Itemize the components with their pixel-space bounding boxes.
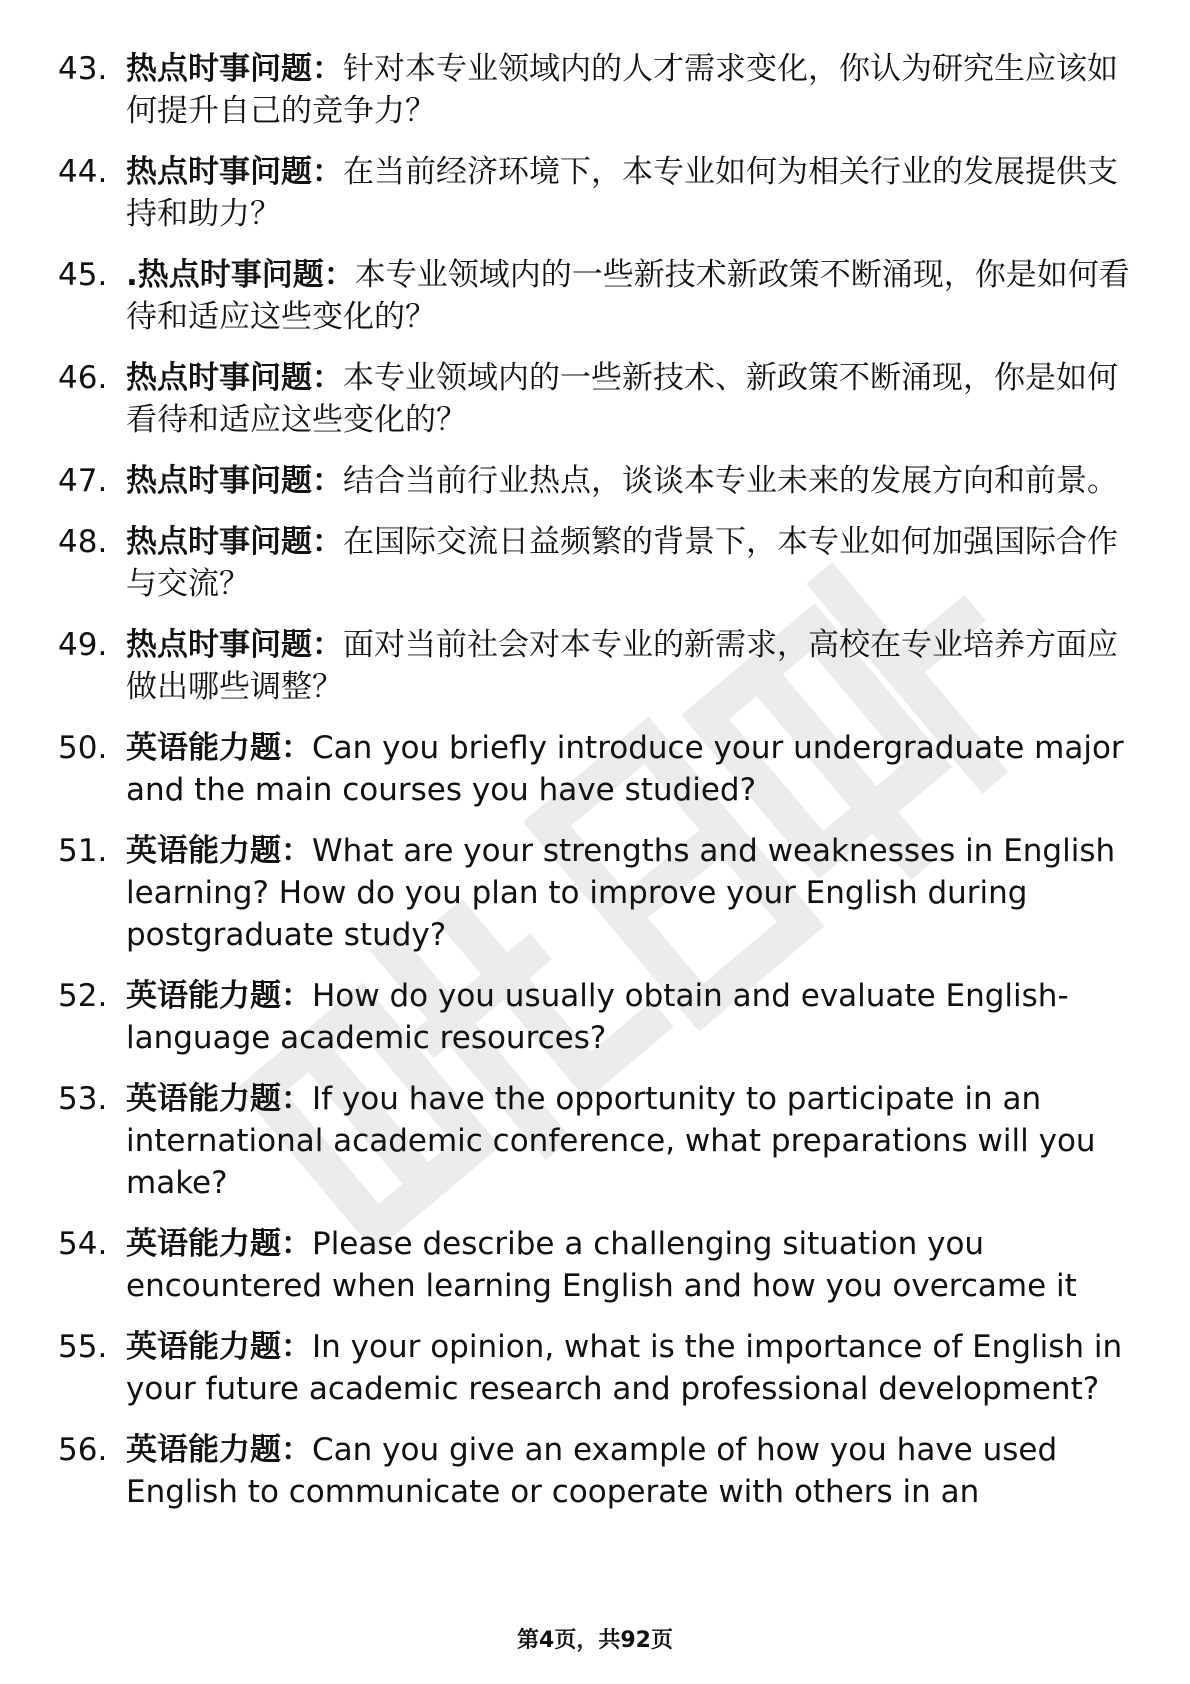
question-item	[58, 1078, 1138, 1204]
question-number: 55.	[58, 1329, 108, 1365]
question-number: 54.	[58, 1226, 108, 1262]
question-number: 47.	[58, 463, 108, 499]
question-text: Can you briefly introduce your undergraduate major and the main courses you have studied?	[126, 730, 1124, 808]
question-body	[126, 357, 1138, 441]
question-item	[58, 357, 1138, 441]
question-text: If you have the opportunity to participate in an international academic conference, what preparations will you make?	[126, 1081, 1096, 1201]
question-category: 英语能力题：	[126, 833, 312, 869]
question-text: 本专业领域内的一些新技术、新政策不断涌现，你是如何看待和适应这些变化的？	[126, 360, 1118, 438]
question-body	[126, 830, 1138, 956]
question-number: 49.	[58, 627, 108, 663]
question-text: 结合当前行业热点，谈谈本专业未来的发展方向和前景。	[343, 463, 1118, 499]
question-category: .热点时事问题：	[126, 257, 355, 293]
question-number: 56.	[58, 1432, 108, 1468]
question-category: 热点时事问题：	[126, 463, 343, 499]
question-item	[58, 48, 1138, 132]
question-body	[126, 727, 1138, 811]
question-text: 针对本专业领域内的人才需求变化，你认为研究生应该如何提升自己的竞争力？	[126, 51, 1118, 129]
question-item	[58, 460, 1138, 502]
question-item	[58, 830, 1138, 956]
question-category: 英语能力题：	[126, 978, 312, 1014]
question-number: 53.	[58, 1081, 108, 1117]
question-number: 45.	[58, 257, 108, 293]
question-category: 英语能力题：	[126, 1226, 312, 1262]
question-number: 44.	[58, 154, 108, 190]
question-item	[58, 624, 1138, 708]
question-text: 在当前经济环境下，本专业如何为相关行业的发展提供支持和助力？	[126, 154, 1118, 232]
question-text: 面对当前社会对本专业的新需求，高校在专业培养方面应做出哪些调整？	[126, 627, 1118, 705]
question-item	[58, 975, 1138, 1059]
question-body	[126, 151, 1138, 235]
question-body	[126, 460, 1138, 502]
question-number: 46.	[58, 360, 108, 396]
question-text: 本专业领域内的一些新技术新政策不断涌现，你是如何看待和适应这些变化的？	[126, 257, 1130, 335]
question-category: 热点时事问题：	[126, 524, 343, 560]
question-category: 英语能力题：	[126, 1081, 312, 1117]
question-item	[58, 1326, 1138, 1410]
question-item	[58, 151, 1138, 235]
question-category: 热点时事问题：	[126, 51, 343, 87]
question-body	[126, 254, 1138, 338]
question-category: 热点时事问题：	[126, 154, 343, 190]
question-body	[126, 624, 1138, 708]
page-number: 第4页，共92页	[517, 1628, 673, 1653]
question-body	[126, 975, 1138, 1059]
question-item	[58, 1223, 1138, 1307]
question-category: 热点时事问题：	[126, 627, 343, 663]
question-number: 51.	[58, 833, 108, 869]
question-category: 英语能力题：	[126, 1432, 312, 1468]
question-text: 在国际交流日益频繁的背景下，本专业如何加强国际合作与交流？	[126, 524, 1118, 602]
question-number: 48.	[58, 524, 108, 560]
question-list	[58, 48, 1138, 1532]
question-body	[126, 48, 1138, 132]
question-category: 英语能力题：	[126, 1329, 312, 1365]
question-number: 50.	[58, 730, 108, 766]
question-item	[58, 521, 1138, 605]
question-body	[126, 1223, 1138, 1307]
question-number: 43.	[58, 51, 108, 87]
question-category: 热点时事问题：	[126, 360, 343, 396]
question-category: 英语能力题：	[126, 730, 312, 766]
question-text: Can you give an example of how you have used English to communicate or cooperate with others in an	[126, 1432, 1058, 1510]
question-text: In your opinion, what is the importance of English in your future academic research and professional development?	[126, 1329, 1123, 1407]
question-body	[126, 1326, 1138, 1410]
question-number: 52.	[58, 978, 108, 1014]
question-item	[58, 727, 1138, 811]
question-item	[58, 1429, 1138, 1513]
question-body	[126, 1429, 1138, 1513]
question-body	[126, 1078, 1138, 1204]
question-text: How do you usually obtain and evaluate English-language academic resources?	[126, 978, 1069, 1056]
question-body	[126, 521, 1138, 605]
question-text: What are your strengths and weaknesses in English learning? How do you plan to improve your English during postgraduate study?	[126, 833, 1116, 953]
question-text: Please describe a challenging situation you encountered when learning English and how you overcame it	[126, 1226, 1077, 1304]
question-item	[58, 254, 1138, 338]
